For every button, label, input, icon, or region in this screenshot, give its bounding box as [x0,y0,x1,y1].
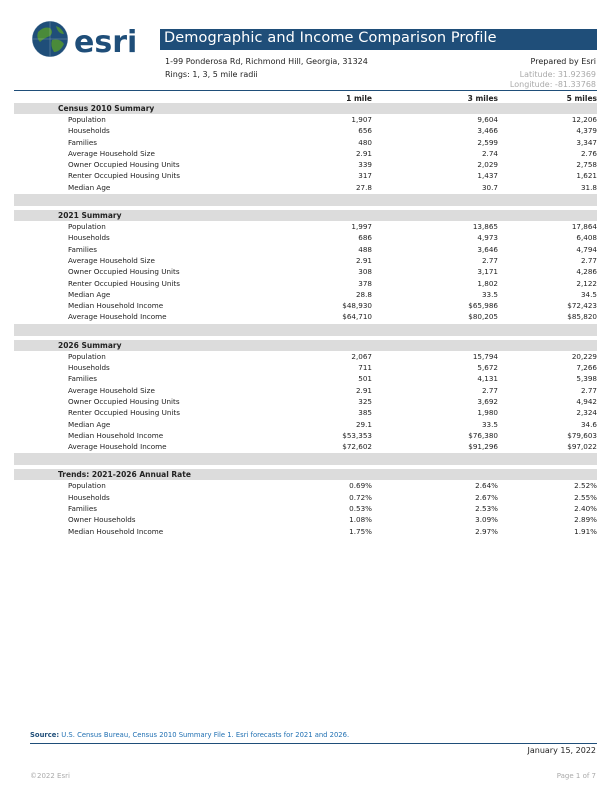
cell-value: 5,398 [576,374,597,384]
cell-value: 1,437 [477,171,498,181]
table-row [14,385,597,396]
cell-value: 378 [358,278,372,288]
cell-value: 20,229 [571,351,597,361]
row-label: Families [68,137,98,147]
column-header: 5 miles [566,94,597,103]
cell-value: 2,029 [477,160,498,170]
row-label: Population [68,222,106,232]
table-row [14,170,597,181]
cell-value: 1,802 [477,278,498,288]
row-label: Households [68,233,110,243]
table-row [14,526,597,537]
cell-value: 33.5 [481,419,498,429]
cell-value: $85,820 [567,312,597,322]
cell-value: 2.74 [481,148,498,158]
cell-value: 656 [358,126,372,136]
cell-value: 1.91% [574,526,597,536]
latitude: Latitude: 31.92369 [519,70,596,79]
table-row [14,182,597,193]
row-label: Owner Occupied Housing Units [68,267,180,277]
table-section [14,210,597,336]
table-row [14,503,597,514]
row-label: Owner Occupied Housing Units [68,160,180,170]
cell-value: 12,206 [571,115,597,124]
cell-value: 2.91 [355,385,372,395]
cell-value: 30.7 [481,182,498,192]
cell-value: 2.52% [574,481,597,491]
cell-value: 2.76 [580,148,597,158]
cell-value: $97,022 [567,442,597,452]
row-label: Median Household Income [68,430,164,440]
cell-value: 1,980 [477,408,498,418]
esri-logo [30,18,150,60]
longitude: Longitude: -81.33768 [509,80,596,89]
cell-value: 2.77 [580,385,597,395]
row-label: Average Household Size [68,255,155,265]
source-text: U.S. Census Bureau, Census 2010 Summary File 1. Esri forecasts for 2021 and 2026. [61,731,350,739]
row-label: Population [68,115,106,124]
section-title: Census 2010 Summary [14,103,597,114]
column-header: 3 miles [467,94,498,103]
cell-value: 4,379 [576,126,597,136]
report-date: January 15, 2022 [527,746,596,755]
row-label: Households [68,492,110,502]
cell-value: 501 [358,374,372,384]
cell-value: 2.67% [475,492,498,502]
page-number: Page 1 of 7 [556,772,596,780]
row-label: Average Household Income [68,312,167,322]
cell-value: 488 [358,244,372,254]
prepared-by: Prepared by Esri [530,57,596,66]
section-spacer [14,453,597,465]
cell-value: 1,621 [576,171,597,181]
table-row [14,407,597,418]
table-row [14,137,597,148]
cell-value: 711 [358,363,372,373]
cell-value: 3,692 [477,396,498,406]
row-label: Median Household Income [68,301,164,311]
table-row [14,221,597,232]
row-label: Renter Occupied Housing Units [68,278,180,288]
cell-value: 325 [358,396,372,406]
cell-value: 2,122 [576,278,597,288]
source-note [30,731,349,739]
row-label: Average Household Size [68,148,155,158]
cell-value: 2.55% [574,492,597,502]
table-section [14,469,597,536]
section-title: Trends: 2021-2026 Annual Rate [14,469,597,480]
row-label: Average Household Income [68,442,167,452]
cell-value: 1.75% [349,526,372,536]
cell-value: 27.8 [355,182,372,192]
cell-value: 2.40% [574,504,597,514]
table-row [14,396,597,407]
cell-value: $64,710 [342,312,372,322]
cell-value: 2.53% [475,504,498,514]
cell-value: 1,997 [351,222,372,232]
row-label: Median Age [68,419,111,429]
footer-divider [30,743,597,744]
table-row [14,300,597,311]
ring-radii: Rings: 1, 3, 5 mile radii [165,70,258,79]
table-row [14,232,597,243]
cell-value: 13,865 [472,222,498,232]
table-row [14,480,597,491]
row-label: Average Household Size [68,385,155,395]
row-label: Families [68,244,98,254]
row-label: Median Age [68,289,111,299]
cell-value: 17,864 [571,222,597,232]
cell-value: 3,347 [576,137,597,147]
title-banner [160,29,597,50]
table-row [14,289,597,300]
cell-value: 2.77 [481,255,498,265]
cell-value: 4,286 [576,267,597,277]
cell-value: 3.09% [475,515,498,525]
row-label: Median Age [68,182,111,192]
table-row [14,244,597,255]
cell-value: 308 [358,267,372,277]
table-row [14,441,597,452]
row-label: Families [68,504,98,514]
table-row [14,492,597,503]
table-row [14,114,597,125]
section-title: 2026 Summary [14,340,597,351]
cell-value: 2.64% [475,481,498,491]
cell-value: $80,205 [468,312,498,322]
cell-value: 0.69% [349,481,372,491]
table-section [14,340,597,466]
cell-value: $91,296 [468,442,498,452]
cell-value: $72,423 [567,301,597,311]
cell-value: 4,131 [477,374,498,384]
row-label: Median Household Income [68,526,164,536]
table-row [14,373,597,384]
section-spacer [14,324,597,336]
cell-value: 5,672 [477,363,498,373]
row-label: Households [68,126,110,136]
table-row [14,266,597,277]
report-title: Demographic and Income Comparison Profile [164,30,497,46]
cell-value: 385 [358,408,372,418]
cell-value: 2,599 [477,137,498,147]
cell-value: $53,353 [342,430,372,440]
cell-value: 2,324 [576,408,597,418]
row-label: Population [68,351,106,361]
cell-value: 2,758 [576,160,597,170]
section-spacer [14,194,597,206]
table-row [14,255,597,266]
cell-value: 2.77 [580,255,597,265]
cell-value: $72,602 [342,442,372,452]
table-section [14,103,597,206]
cell-value: 2.77 [481,385,498,395]
cell-value: 33.5 [481,289,498,299]
copyright: ©2022 Esri [30,772,70,780]
table-row [14,148,597,159]
cell-value: 7,266 [576,363,597,373]
cell-value: 1,907 [351,115,372,124]
table-row [14,311,597,322]
table-row [14,278,597,289]
cell-value: 480 [358,137,372,147]
table-row [14,351,597,362]
cell-value: 317 [358,171,372,181]
row-label: Owner Occupied Housing Units [68,396,180,406]
cell-value: 339 [358,160,372,170]
row-label: Owner Households [68,515,136,525]
cell-value: 0.72% [349,492,372,502]
cell-value: 4,794 [576,244,597,254]
cell-value: $79,603 [567,430,597,440]
source-label: Source: [30,731,60,739]
cell-value: $65,986 [468,301,498,311]
table-row [14,125,597,136]
cell-value: 3,466 [477,126,498,136]
table-row [14,514,597,525]
cell-value: 4,942 [576,396,597,406]
table-row [14,430,597,441]
cell-value: 2.91 [355,148,372,158]
header-divider [14,90,597,91]
row-label: Population [68,481,106,491]
table-row [14,419,597,430]
row-label: Renter Occupied Housing Units [68,171,180,181]
cell-value: $48,930 [342,301,372,311]
cell-value: 1.08% [349,515,372,525]
data-table [14,103,597,537]
cell-value: 28.8 [355,289,372,299]
table-row [14,159,597,170]
cell-value: 31.8 [580,182,597,192]
cell-value: 4,973 [477,233,498,243]
cell-value: 686 [358,233,372,243]
row-label: Families [68,374,98,384]
row-label: Households [68,363,110,373]
cell-value: 0.53% [349,504,372,514]
svg-text:esri: esri [74,25,138,60]
cell-value: 34.5 [580,289,597,299]
cell-value: 15,794 [472,351,498,361]
cell-value: 6,408 [576,233,597,243]
cell-value: 9,604 [477,115,498,124]
cell-value: 3,171 [477,267,498,277]
cell-value: $76,380 [468,430,498,440]
cell-value: 2.89% [574,515,597,525]
cell-value: 29.1 [355,419,372,429]
cell-value: 3,646 [477,244,498,254]
table-row [14,362,597,373]
cell-value: 34.6 [580,419,597,429]
cell-value: 2.97% [475,526,498,536]
section-title: 2021 Summary [14,210,597,221]
column-header: 1 mile [346,94,372,103]
cell-value: 2,067 [351,351,372,361]
cell-value: 2.91 [355,255,372,265]
row-label: Renter Occupied Housing Units [68,408,180,418]
site-address: 1-99 Ponderosa Rd, Richmond Hill, Georgia, 31324 [165,57,368,66]
